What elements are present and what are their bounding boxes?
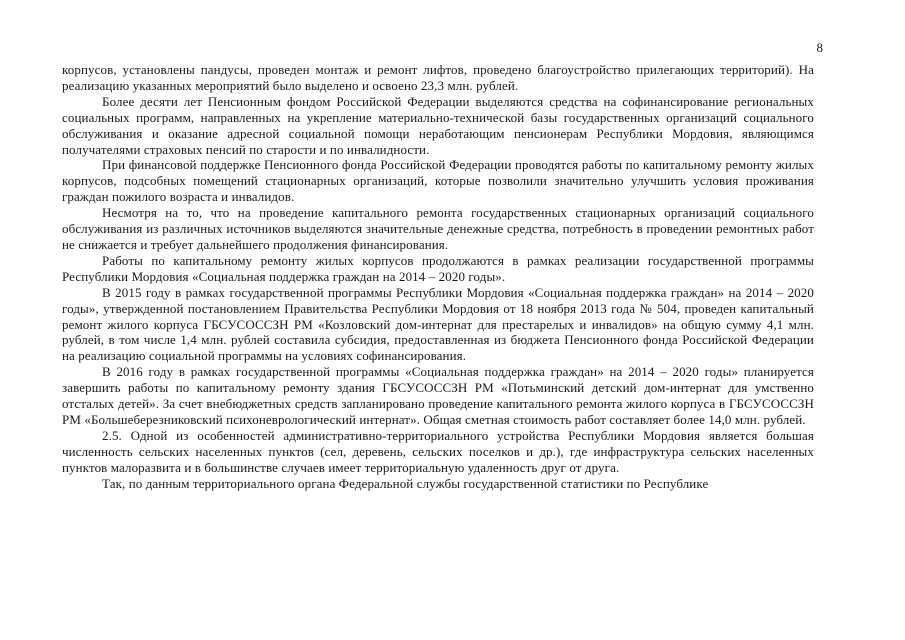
paragraph-repair-needs: Несмотря на то, что на проведение капитального ремонта государственных стационарных организаций социального обслуживания из различных источников выделяются значительные денежные средства, потребность в проведении ремонтных работ не снижается и требует дальнейшего продолжения финансирования.	[62, 205, 814, 252]
document-body	[62, 62, 814, 491]
paragraph-continuation: корпусов, установлены пандусы, проведен монтаж и ремонт лифтов, проведено благоустройство прилегающих территорий). На реализацию указанных мероприятий было выделено и освоено 23,3 млн. рублей.	[62, 62, 814, 93]
paragraph-statistics: Так, по данным территориального органа Федеральной службы государственной статистики по Республике	[102, 475, 709, 491]
paragraph-pension-fund-cofinancing: Более десяти лет Пенсионным фондом Российской Федерации выделяются средства на софинансирование региональных социальных программ, направленных на укрепление материально-технической базы государственных организаций социального обслуживания и оказание адресной социальной помощи неработающим пенсионерам Республики Мордовия, являющимся получателями страховых пенсий по старости и по инвалидности.	[62, 93, 814, 157]
paragraph-2016-plans: В 2016 году в рамках государственной программы «Социальная поддержка граждан» на 2014 – 2020 годы» планируется завершить работы по капитальному ремонту здания ГБСУСОССЗН РМ «Потьминский детский дом-интернат для умственно отсталых детей». За счет внебюджетных средств запланировано проведение капитального ремонта жилого корпуса в ГБСУСОССЗН РМ «Большеберезниковский психоневрологический интернат». Общая сметная стоимость работ составляет более 14,0 млн. рублей.	[62, 364, 814, 427]
paragraph-2015-repair: В 2015 году в рамках государственной программы Республики Мордовия «Социальная поддержка граждан» на 2014 – 2020 годы», утвержденной постановлением Правительства Республики Мордовия от 18 ноября 2013 года № 504, проведен капитальный ремонт жилого корпуса ГБСУСОССЗН РМ «Козловский дом-интернат для престарелых и инвалидов» на общую сумму 4,1 млн. рублей, в том числе 1,4 млн. рублей составила субсидия, предоставленная из бюджета Пенсионного фонда Российской Федерации на реализацию социальной программы на условиях софинансирования.	[62, 284, 814, 364]
page-number: 8	[816, 40, 823, 55]
paragraph-capital-repair-support: При финансовой поддержке Пенсионного фонда Российской Федерации проводятся работы по капитальному ремонту жилых корпусов, подсобных помещений стационарных организаций, которые позволили значительно улучшить условия проживания граждан пожилого возраста и инвалидов.	[62, 157, 814, 205]
paragraph-state-program: Работы по капитальному ремонту жилых корпусов продолжаются в рамках реализации государственной программы Республики Мордовия «Социальная поддержка граждан на 2014 – 2020 годы».	[62, 252, 814, 284]
paragraph-section-2-5: 2.5. Одной из особенностей административно-территориального устройства Республики Мордовия является большая численность сельских населенных пунктов (сел, деревень, сельских поселков и др.), где инфраструктура сельских населенных пунктов малоразвита и в большинстве случаев имеет территориальную удаленность друг от друга.	[62, 427, 814, 475]
